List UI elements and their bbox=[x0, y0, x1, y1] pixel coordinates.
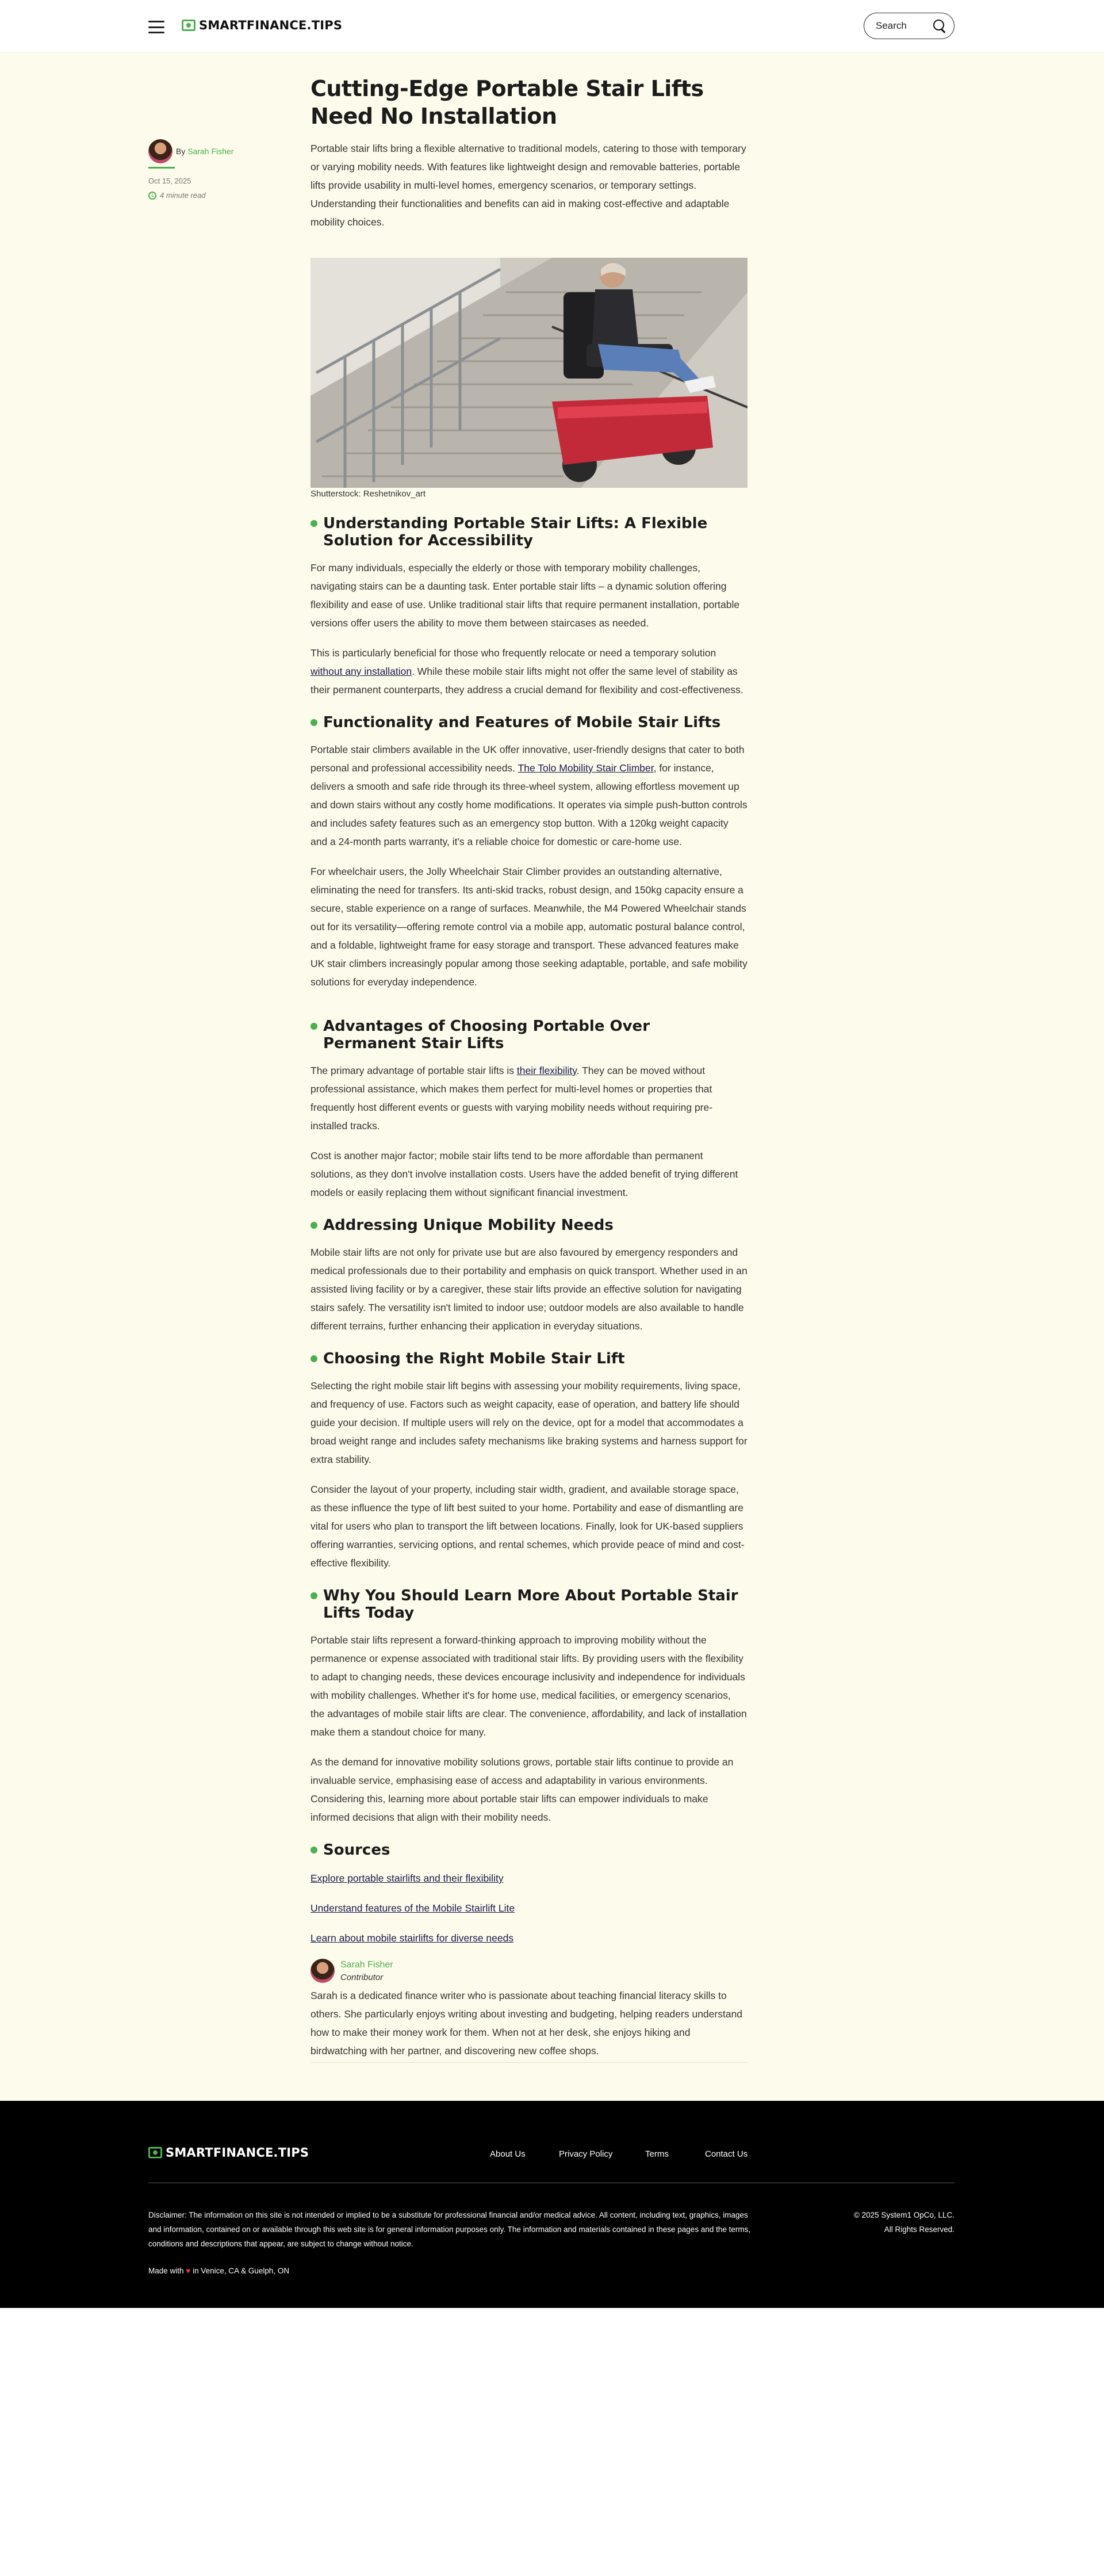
paragraph-text: The primary advantage of portable stair lifts is bbox=[310, 1065, 517, 1076]
bio-author-role: Contributor bbox=[340, 1972, 384, 1982]
bullet-dot-icon bbox=[310, 1023, 317, 1030]
author-sidebar bbox=[148, 139, 252, 200]
publish-date: Oct 15, 2025 bbox=[148, 177, 191, 185]
section-heading-text: Addressing Unique Mobility Needs bbox=[323, 1217, 614, 1234]
footer-link-privacy[interactable]: Privacy Policy bbox=[559, 2149, 613, 2159]
section-heading bbox=[310, 515, 747, 549]
paragraph-text: This is particularly beneficial for those who frequently relocate or need a temporary solution bbox=[310, 647, 716, 659]
paragraph: For many individuals, especially the elderly or those with temporary mobility challenges, navigating stairs can be a daunting task. Enter portable stair lifts – a dynamic solution offering flexibility and ease of use. Unlike traditional stair lifts that require permanent installation, portable versions offer users the ability to move them between staircases as needed. bbox=[310, 562, 740, 629]
author-link[interactable]: Sarah Fisher bbox=[187, 147, 234, 156]
search-box[interactable] bbox=[864, 13, 954, 39]
copyright-line: © 2025 System1 OpCo, LLC. bbox=[853, 2211, 954, 2219]
made-with-suffix: in Venice, CA & Guelph, ON bbox=[193, 2267, 290, 2275]
made-with-prefix: Made with bbox=[148, 2267, 184, 2275]
section-heading-text: Advantages of Choosing Portable Over Permanent Stair Lifts bbox=[323, 1018, 650, 1052]
paragraph-text: Portable stair climbers available in the UK offer innovative, user-friendly designs that cater to both personal and professional accessibility needs. bbox=[310, 744, 745, 774]
image-caption: Shutterstock: Reshetnikov_art bbox=[310, 489, 426, 499]
section-heading bbox=[310, 1217, 747, 1234]
logo-text: SMARTFINANCE.TIPS bbox=[199, 18, 343, 32]
section-heading bbox=[310, 1587, 747, 1622]
divider bbox=[310, 2062, 747, 2063]
author-bio bbox=[310, 1959, 747, 1983]
sources-heading-text: Sources bbox=[323, 1841, 390, 1859]
source-item bbox=[310, 1869, 747, 1887]
paragraph bbox=[310, 1061, 747, 1135]
source-link[interactable]: Learn about mobile stairlifts for diverse needs bbox=[310, 1932, 514, 1944]
logo-icon bbox=[148, 2147, 162, 2158]
paragraph-text: , for instance, delivers a smooth and safe ride through its three-wheel system, allowing effortless movement up and down stairs without any costly home modifications. It operates via simple push-button controls and includes safety features such as an emergency stop button. With a 120kg weight capacity and a 24-month parts warranty, it's a reliable choice for domestic or care-home use. bbox=[310, 762, 747, 847]
read-time-label: 4 minute read bbox=[160, 191, 206, 200]
source-link[interactable]: Understand features of the Mobile Stairlift Lite bbox=[310, 1902, 515, 1914]
search-input[interactable] bbox=[876, 20, 927, 32]
section-heading bbox=[310, 714, 747, 731]
footer-copyright bbox=[854, 2208, 954, 2237]
paragraph bbox=[310, 644, 747, 699]
section-heading-text: Why You Should Learn More About Portable Stair Lifts Today bbox=[323, 1587, 738, 1622]
read-time bbox=[148, 191, 252, 200]
footer-link-contact[interactable]: Contact Us bbox=[705, 2149, 748, 2159]
sources-heading bbox=[310, 1841, 747, 1859]
footer-logo[interactable] bbox=[148, 2146, 309, 2160]
paragraph: As the demand for innovative mobility solutions grows, portable stair lifts continue to provide an invaluable service, emphasising ease of access and adaptability in various environments. Considering this, learning more about portable stair lifts can empower individuals to make informed decisions that align with their mobility needs. bbox=[310, 1756, 734, 1823]
paragraph: Selecting the right mobile stair lift begins with assessing your mobility requirements, living space, and frequency of use. Factors such as weight capacity, ease of operation, and battery life should guide your decision. If multiple users will rely on the device, opt for a model that accommodates a broad weight range and includes safety mechanisms like braking systems and harness support for extra stability. bbox=[310, 1380, 747, 1465]
paragraph: Portable stair lifts represent a forward-thinking approach to improving mobility without the permanence or expense associated with traditional stair lifts. By providing users with the flexibility to adapt to changing needs, these devices encourage inclusivity and independence for individuals with mobility challenges. Whether it's for home use, medical facilities, or emergency scenarios, the advantages of mobile stair lifts are clear. The convenience, affordability, and lack of installation make them a standout choice for many. bbox=[310, 1634, 747, 1738]
author-underline bbox=[148, 167, 175, 169]
copyright-line: All Rights Reserved. bbox=[884, 2225, 954, 2234]
clock-icon bbox=[148, 192, 156, 200]
bullet-dot-icon bbox=[310, 1222, 317, 1229]
footer-logo-text: SMARTFINANCE.TIPS bbox=[166, 2146, 309, 2160]
paragraph: Mobile stair lifts are not only for private use but are also favoured by emergency responders and medical professionals due to their portability and emphasis on quick transport. Whether used in an assisted living facility or by a caregiver, these stair lifts provide an effective solution for navigating stairs safely. The versatility isn't limited to indoor use; outdoor models are also available to handle different terrains, further enhancing their application in everyday situations. bbox=[310, 1247, 747, 1332]
source-item bbox=[310, 1929, 747, 1947]
made-with bbox=[148, 2267, 289, 2275]
paragraph bbox=[310, 740, 747, 851]
paragraph-text: . They can be moved without professional assistance, which makes them perfect for multi-level homes or properties that frequently host different events or guests with varying mobility needs without requiring pre-installed tracks. bbox=[310, 1065, 713, 1132]
section-heading-text: Functionality and Features of Mobile Stair Lifts bbox=[323, 714, 721, 731]
paragraph: Cost is another major factor; mobile stair lifts tend to be more affordable than permanent solutions, as they don't involve installation costs. Users have the added benefit of trying different models or easily replacing them without significant financial investment. bbox=[310, 1150, 738, 1198]
inline-link[interactable]: without any installation bbox=[310, 666, 412, 677]
footer-link-about[interactable]: About Us bbox=[490, 2149, 526, 2159]
article bbox=[310, 75, 747, 2063]
source-item bbox=[310, 1899, 747, 1917]
section-heading-text: Understanding Portable Stair Lifts: A Flexible Solution for Accessibility bbox=[323, 515, 708, 549]
inline-link[interactable]: their flexibility bbox=[516, 1065, 577, 1076]
paragraph-text: . While these mobile stair lifts might not offer the same level of stability as their permanent counterparts, they address a crucial demand for flexibility and cost-effectiveness. bbox=[310, 666, 743, 695]
by-label: By bbox=[176, 147, 186, 156]
section-heading bbox=[310, 1018, 747, 1052]
article-intro: Portable stair lifts bring a flexible alternative to traditional models, catering to those with temporary or varying mobility needs. With features like lightweight design and removable batteries, portable lifts provide usability in multi-level homes, emergency scenarios, or temporary settings. Understanding their functionalities and benefits can aid in making cost-effective and adaptable mobility choices. bbox=[310, 143, 746, 228]
hero-image bbox=[310, 258, 747, 488]
search-icon[interactable] bbox=[933, 20, 946, 32]
source-link[interactable]: Explore portable stairlifts and their flexibility bbox=[310, 1872, 504, 1884]
bio-avatar bbox=[310, 1959, 335, 1983]
paragraph: Consider the layout of your property, including stair width, gradient, and available storage space, as these influence the type of lift best suited to your home. Portability and ease of dismantling are vital for users who plan to transport the lift between locations. Finally, look for UK-based suppliers offering warranties, servicing options, and rental schemes, which provide peace of mind and cost-effective flexibility. bbox=[310, 1484, 745, 1569]
paragraph: For wheelchair users, the Jolly Wheelchair Stair Climber provides an outstanding alternative, eliminating the need for transfers. Its anti-skid tracks, robust design, and 150kg capacity ensure a secure, stable experience on a range of surfaces. Meanwhile, the M4 Powered Wheelchair stands out for its versatility—offering remote control via a mobile app, automatic postural balance control, and a foldable, lightweight frame for easy storage and transport. These advanced features make UK stair climbers increasingly popular among those seeking adaptable, portable, and safe mobility solutions for everyday independence. bbox=[310, 866, 747, 988]
footer-link-terms[interactable]: Terms bbox=[645, 2149, 669, 2159]
inline-link[interactable]: The Tolo Mobility Stair Climber bbox=[518, 762, 654, 774]
bullet-dot-icon bbox=[310, 520, 317, 527]
article-title: Cutting-Edge Portable Stair Lifts Need No Installation bbox=[310, 76, 704, 129]
bullet-dot-icon bbox=[310, 719, 317, 726]
author-avatar bbox=[148, 139, 172, 163]
site-logo[interactable] bbox=[182, 18, 342, 32]
section-heading bbox=[310, 1350, 747, 1367]
section-heading-text: Choosing the Right Mobile Stair Lift bbox=[323, 1350, 625, 1367]
logo-icon bbox=[182, 20, 195, 31]
bullet-dot-icon bbox=[310, 1355, 317, 1362]
bullet-dot-icon bbox=[310, 1592, 317, 1599]
site-footer bbox=[0, 2101, 1104, 2308]
site-header bbox=[0, 0, 1104, 53]
hamburger-menu-icon[interactable] bbox=[148, 21, 164, 33]
footer-disclaimer: Disclaimer: The information on this site is not intended or implied to be a substitute for professional financial and/or medical advice. All content, including text, graphics, images and information, contained on or available through this web site is for general information purposes only. The information and materials contained in these pages and the terms, conditions and descriptions that appear, are subject to change without notice. bbox=[148, 2211, 751, 2248]
stair-lift-illustration bbox=[310, 258, 747, 488]
heart-icon: ♥ bbox=[186, 2267, 191, 2275]
bullet-dot-icon bbox=[310, 1847, 317, 1853]
bio-author-name[interactable]: Sarah Fisher bbox=[340, 1959, 393, 1970]
bio-text: Sarah is a dedicated finance writer who is passionate about teaching financial literacy skills to others. She particularly enjoys writing about investing and budgeting, helping readers understand how to make their money work for them. When not at her desk, she enjoys hiking and birdwatching with her partner, and discovering new coffee shops. bbox=[310, 1990, 743, 2057]
